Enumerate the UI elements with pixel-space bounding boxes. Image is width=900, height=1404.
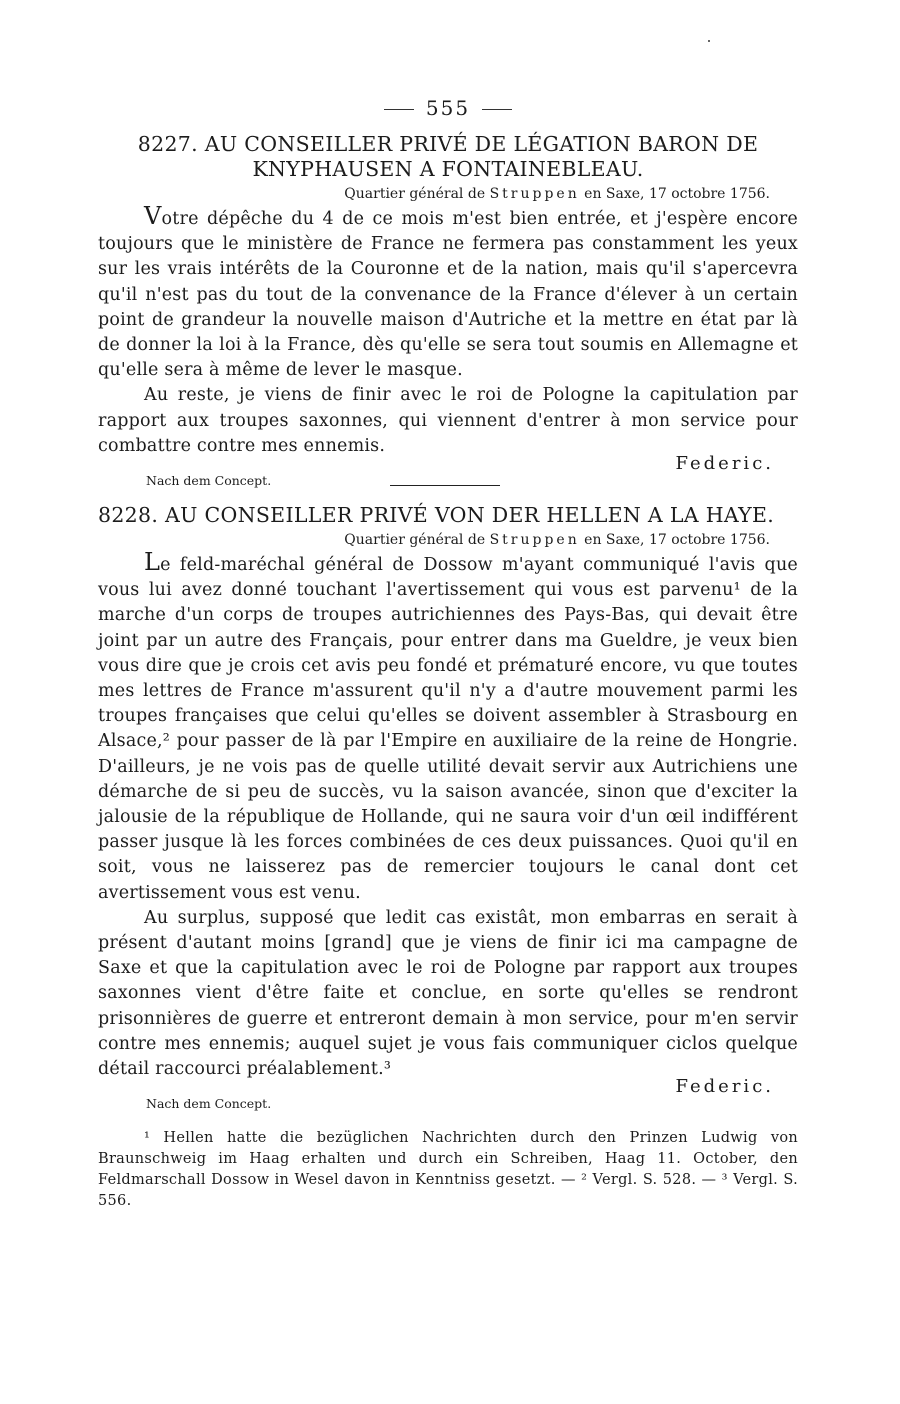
dateline-date: en Saxe, 17 octobre 1756. <box>579 186 770 202</box>
dateline-place: Struppen <box>489 186 580 202</box>
paragraph-text: otre dépêche du 4 de ce mois m'est bien entrée, et j'espère encore toujours que le ministère de France ne fermera pas constamment les yeux sur les vrais intérêts de la Couronne et de la nation, mais qu'il s'apercevra qu'il n'est pas du tout de la convenance de la France d'élever à un certain point de grandeur la nouvelle maison d'Autriche et la mettre en état par là de donner la loi à la France, dès qu'elle se sera tout soumis en Allemagne et qu'elle sera à même de lever le masque. <box>98 209 798 381</box>
ink-speck <box>708 40 710 42</box>
signature: Federic. <box>675 1076 774 1098</box>
letter-8228 <box>98 503 798 1112</box>
document-page <box>98 96 798 1212</box>
letter-paragraph <box>98 550 798 906</box>
page-header <box>98 96 798 120</box>
letter-8227 <box>98 132 798 489</box>
paragraph-text: e feld-maréchal général de Dossow m'ayant communiqué l'avis que vous lui avez donné touchant l'avertissement qui vous est parvenu¹ de la marche d'un corps de troupes autrichiennes des Pays-Bas, qui devait être joint par un autre des Français, pour entrer dans ma Gueldre, je veux bien vous dire que je crois cet avis peu fondé et prématuré encore, vu que toutes mes lettres de France m'assurent qu'il n'y a d'autre mouvement parmi les troupes françaises que celui qu'elles se doivent assembler à Strasbourg en Alsace,² pour passer de là par l'Empire en auxiliaire de la reine de Hongrie. D'ailleurs, je ne vois pas de quelle utilité devait servir aux Autrichiens une démarche de si peu de succès, vu la saison avancée, sinon que d'exciter la jalousie de la république de Hollande, qui ne saura voir d'un œil indifférent passer jusque là les forces combinées de ces deux puissances. Quoi qu'il en soit, vous ne laisserez pas de remercier toujours le canal dont cet avertissement vous est venu. <box>98 555 798 903</box>
footnotes <box>98 1128 798 1212</box>
letter-paragraph <box>98 204 798 383</box>
source-note: Nach dem Concept. <box>146 1096 272 1112</box>
paragraph-text: Au surplus, supposé que ledit cas existât, mon embarras en serait à présent d'autant moins [grand] que je viens de finir ici ma campagne de Saxe et que la capitulation avec le roi de Pologne par rapport aux troupes saxonnes vient d'être faite et conclue, en sorte qu'elles se rendront prisonnières de guerre et entreront demain à mon service, pour m'en servir contre mes ennemis; auquel sujet je vous fais communiquer ciclos quelque détail raccourci préalablement.³ <box>98 907 798 1080</box>
footnote-text: ¹ Hellen hatte die bezüglichen Nachrichten durch den Prinzen Ludwig von Braunschweig im Haag erhalten und durch ein Schreiben, Haag 11. October, den Feldmarschall Dossow in Wesel davon in Kenntniss gesetzt. — ² Vergl. S. 528. — ³ Vergl. S. 556. <box>98 1130 798 1210</box>
signature: Federic. <box>675 453 774 475</box>
letter-dateline <box>98 186 770 202</box>
initial-letter: L <box>144 548 161 577</box>
letter-dateline <box>98 532 770 548</box>
source-note: Nach dem Concept. <box>146 473 272 489</box>
letter-paragraph <box>98 906 798 1082</box>
dateline-prefix: Quartier général de <box>344 186 490 202</box>
dateline-date: en Saxe, 17 octobre 1756. <box>579 532 770 549</box>
header-dash-left <box>384 109 414 110</box>
dateline-place: Struppen <box>489 532 580 549</box>
paragraph-text: Au reste, je viens de finir avec le roi de Pologne la capitulation par rapport aux troupes saxonnes, qui viennent d'entrer à mon service pour combattre contre mes ennemis. <box>98 385 798 456</box>
signature-block <box>98 453 798 489</box>
letter-heading: 8228. AU CONSEILLER PRIVÉ VON DER HELLEN A LA HAYE. <box>98 503 775 528</box>
signature-block <box>98 1076 798 1112</box>
letter-paragraph <box>98 383 798 459</box>
section-divider <box>390 485 500 486</box>
initial-letter: V <box>144 202 162 230</box>
header-dash-right <box>482 109 512 110</box>
dateline-prefix: Quartier général de <box>344 532 490 549</box>
page-number: 555 <box>425 96 471 120</box>
letter-heading: 8227. AU CONSEILLER PRIVÉ DE LÉGATION BARON DE KNYPHAUSEN A FONTAINEBLEAU. <box>137 132 759 181</box>
